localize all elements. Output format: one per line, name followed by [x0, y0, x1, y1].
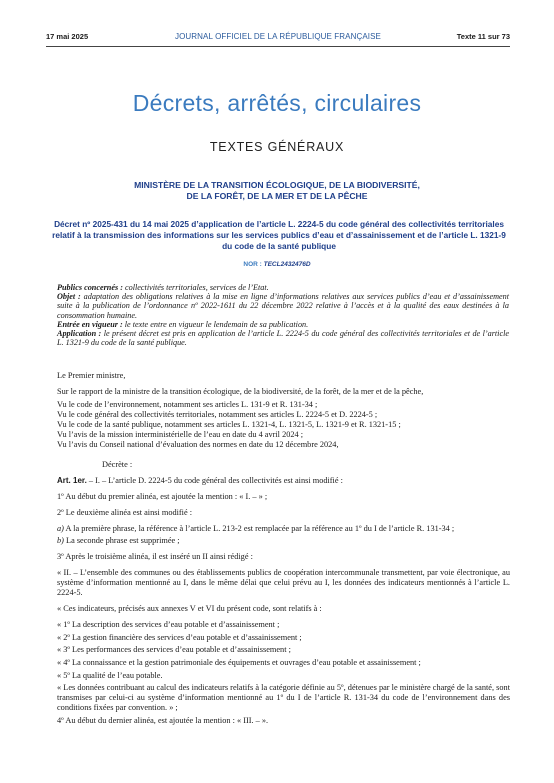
notice-text: le texte entre en vigueur le lendemain de sa publication. [122, 319, 309, 329]
notice-publics [57, 283, 509, 292]
article-text: – I. – L’article D. 2224-5 du code général des collectivités est ainsi modifié : [86, 475, 343, 485]
visa-line: Vu le code général des collectivités territoriales, notamment ses articles L. 2224-5 et D. 2224-5 ; [57, 409, 378, 419]
notice-text: adaptation des obligations relatives à la mise en ligne d’informations relatives aux services publics d’eau et d’assainissement suite à la publication de l’ordonnance nº 2022-1611 du 22 décembre 2022 relative à l’accès et à la qualité des eaux destinées à la consommation humaine. [57, 292, 509, 320]
main-title: Décrets, arrêtés, circulaires [132, 90, 422, 116]
notice-objet [57, 292, 509, 320]
visa-line: Vu l’avis du Conseil national d’évaluation des normes en date du 12 décembre 2024, [57, 439, 339, 449]
list-item: « 3º Les performances des services d’eau potable et d’assainissement ; [57, 645, 291, 655]
nor-separator: : [257, 261, 264, 268]
paragraph: 1º Au début du premier alinéa, est ajoutée la mention : « I. – » ; [57, 491, 268, 501]
notice-entree [57, 320, 509, 329]
sub-text: La seconde phrase est supprimée ; [63, 536, 180, 546]
page-header [46, 32, 510, 46]
section-title: TEXTES GÉNÉRAUX [209, 140, 345, 154]
sub-label: a) [57, 523, 64, 533]
ministry-name [60, 180, 494, 202]
list-item: « 2º La gestion financière des services d’eau potable et d’assainissement ; [57, 632, 302, 642]
list-item: « 4º La connaissance et la gestion patrimoniale des équipements et ouvrages d’eau potable et assainissement ; [57, 657, 421, 667]
paragraph: 4º Au début du dernier alinéa, est ajoutée la mention : « III. – ». [57, 715, 269, 725]
journal-title: JOURNAL OFFICIEL DE LA RÉPUBLIQUE FRANÇAISE [175, 32, 381, 41]
quoted-paragraph: « II. – L’ensemble des communes ou des établissements publics de coopération intercommunale transmettent, par voie électronique, au système d’information mentionné au I, dans le même délai que celui prévu au I, les données des indicateurs mentionnés à l’article L. 2224-5. [57, 568, 510, 598]
notice-label: Entrée en vigueur : [57, 319, 123, 329]
article-label: Art. 1er. [57, 475, 87, 485]
visa-line: Vu le code de la santé publique, notamment ses articles L. 1321-4, L. 1321-5, L. 1321-9 et R. 1321-15 ; [57, 419, 401, 429]
sub-text: A la première phrase, la référence à l’article L. 213-2 est remplacée par la référence au 1º du I de l’article R. 131-34 ; [63, 523, 455, 533]
premier-ministre: Le Premier ministre, [57, 371, 126, 380]
notice-label: Application : [57, 329, 102, 339]
decree-title: Décret nº 2025-431 du 14 mai 2025 d’application de l’article L. 2224-5 du code général des collectivités territoriales relatif à la transmission des informations sur les services publics d’eau et d’assainissement et de l’article L. 1321-9 du code de la santé publique [52, 219, 506, 251]
visa-line: Vu l’avis de la mission interministérielle de l’eau en date du 4 avril 2024 ; [57, 429, 304, 439]
decrete-heading: Décrète : [102, 459, 133, 469]
notice-label: Objet : [57, 292, 81, 302]
paragraph [57, 536, 510, 546]
sub-label: b) [57, 536, 64, 546]
notice-text: le présent décret est pris en application de l’article L. 2224-5 du code général des collectivités territoriales et de l’article L. 1321-9 du code de la santé publique. [57, 329, 509, 348]
notice-text: collectivités territoriales, services de l’Etat. [122, 283, 269, 292]
paragraph [57, 524, 510, 534]
header-rule [46, 46, 510, 47]
list-item: « 1º La description des services d’eau potable et d’assainissement ; [57, 620, 280, 630]
ministry-line-1: MINISTÈRE DE LA TRANSITION ÉCOLOGIQUE, DE LA BIODIVERSITÉ, [134, 180, 420, 190]
quoted-paragraph: « Les données contribuant au calcul des indicateurs relatifs à la catégorie définie au 5º, détenues par le ministère chargé de la santé, sont transmises par celui-ci au système d’information mentionné au 1º du I de l’article R. 131-34 du code de l’environnement dans des conditions fixées par convention. » ; [57, 683, 510, 713]
visa-line: Vu le code de l’environnement, notamment ses articles L. 131-9 et R. 131-34 ; [57, 399, 318, 409]
page-counter: Texte 11 sur 73 [456, 32, 510, 41]
quoted-paragraph: « Ces indicateurs, précisés aux annexes V et VI du présent code, sont relatifs à : [57, 604, 322, 614]
nor-label: NOR [243, 261, 258, 268]
decree-body [57, 371, 510, 726]
ministry-line-2: DE LA FORÊT, DE LA MER ET DE LA PÊCHE [186, 191, 368, 201]
notice-label: Publics concernés : [57, 283, 123, 292]
visa-line: Sur le rapport de la ministre de la transition écologique, de la biodiversité, de la forêt, de la mer et de la pêche, [57, 387, 424, 396]
header-date: 17 mai 2025 [46, 32, 89, 41]
nor-reference [0, 261, 554, 268]
notice-application [57, 329, 509, 347]
paragraph: 2º Le deuxième alinéa est ainsi modifié : [57, 507, 193, 517]
article-1-heading [57, 476, 510, 486]
paragraph: 3º Après le troisième alinéa, il est inséré un II ainsi rédigé : [57, 552, 253, 562]
nor-value: TECL2432476D [263, 261, 311, 268]
list-item: « 5º La qualité de l’eau potable. [57, 670, 163, 680]
notice-block [57, 283, 509, 347]
